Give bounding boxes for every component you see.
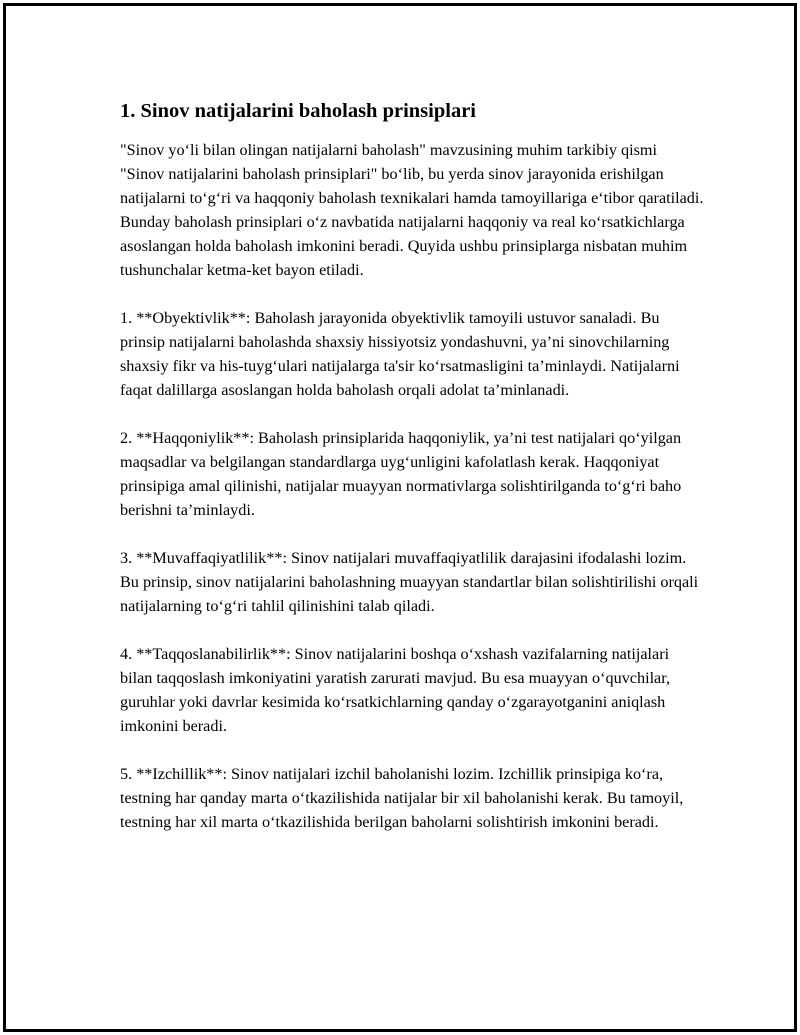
principle-validity-paragraph: 2. **Haqqoniylik**: Baholash prinsiplarida haqqoniylik, ya’ni test natijalari qo‘yilgan maqsadlar va belgilangan standardlarga uyg‘unligini kafolatlash kerak. Haqqoniyat prinsipiga amal qilinishi, natijalar muayyan normativlarga solishtirilganda to‘g‘ri baho berishni ta’minlaydi.	[120, 429, 682, 519]
page-frame	[3, 3, 797, 1032]
principle-objectivity-paragraph: 1. **Obyektivlik**: Baholash jarayonida obyektivlik tamoyili ustuvor sanaladi. Bu prinsip natijalarni baholashda shaxsiy hissiyotsiz yondashuvni, ya’ni sinovchilarning shaxsiy fikr va his-tuyg‘ulari natijalarga ta'sir ko‘rsatmasligini ta’minlaydi. Natijalarni faqat dalillarga asoslangan holda baholash orqali adolat ta’minlanadi.	[120, 309, 680, 399]
section-heading: 1. Sinov natijalarini baholash prinsiplari	[120, 100, 476, 122]
document-body	[120, 96, 705, 858]
principle-success-paragraph: 3. **Muvaffaqiyatlilik**: Sinov natijalari muvaffaqiyatlilik darajasini ifodalashi lozim. Bu prinsip, sinov natijalarini baholashning muayyan standartlar bilan solishtirilishi orqali natijalarning to‘g‘ri tahlil qilinishini talab qiladi.	[120, 549, 699, 615]
intro-paragraph: "Sinov yo‘li bilan olingan natijalarni baholash" mavzusining muhim tarkibiy qismi "Sinov natijalarini baholash prinsiplari" bo‘lib, bu yerda sinov jarayonida erishilgan natijalarni to‘g‘ri va haqqoniy baholash texnikalari hamda tamoyillariga e‘tibor qaratiladi. Bunday baholash prinsiplari o‘z navbatida natijalarni haqqoniy va real ko‘rsatkichlarga asoslangan holda baholash imkonini beradi. Quyida ushbu prinsiplarga nisbatan muhim tushunchalar ketma-ket bayon etiladi.	[120, 141, 704, 279]
principle-comparability-paragraph: 4. **Taqqoslanabilirlik**: Sinov natijalarini boshqa o‘xshash vazifalarning natijalari bilan taqqoslash imkoniyatini yaratish zarurati mavjud. Bu esa muayyan o‘quvchilar, guruhlar yoki davrlar kesimida ko‘rsatkichlarning qanday o‘zgarayotganini aniqlash imkonini beradi.	[120, 645, 671, 735]
principle-consistency-paragraph: 5. **Izchillik**: Sinov natijalari izchil baholanishi lozim. Izchillik prinsipiga ko‘ra, testning har qanday marta o‘tkazilishida natijalar bir xil baholanishi kerak. Bu tamoyil, testning har xil marta o‘tkazilishida berilgan baholarni solishtirish imkonini beradi.	[120, 765, 684, 831]
